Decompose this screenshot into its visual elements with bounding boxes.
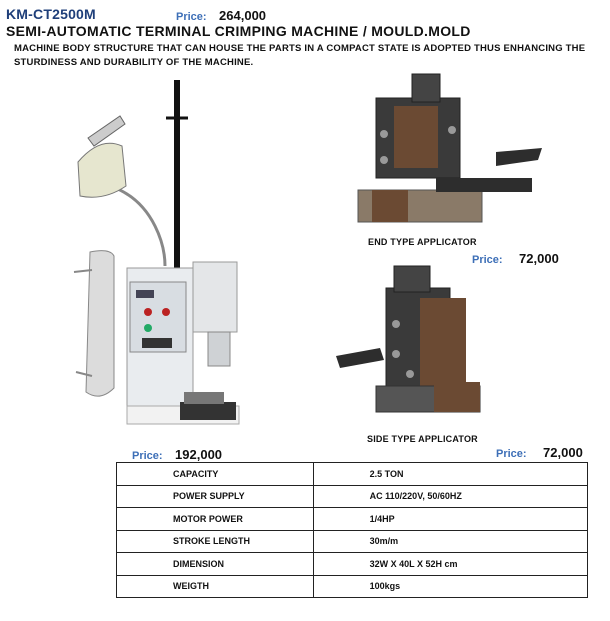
- price-label: Price:: [176, 11, 207, 23]
- price-value: 72,000: [543, 445, 583, 460]
- price-value: 264,000: [219, 8, 267, 23]
- table-row: [117, 485, 588, 508]
- table-row: [117, 575, 588, 598]
- end-applicator-caption: END TYPE APPLICATOR: [368, 237, 477, 247]
- spec-value: 32W X 40L X 52H cm: [313, 553, 587, 576]
- spec-key: STROKE LENGTH: [117, 530, 314, 553]
- spec-key: WEIGTH: [117, 575, 314, 598]
- table-row: [117, 530, 588, 553]
- product-description: MACHINE BODY STRUCTURE THAT CAN HOUSE THE PARTS IN A COMPACT STATE IS ADOPTED THUS ENHANCING THE STURDINESS AND DURABILITY OF THE MACHINE.: [14, 43, 586, 68]
- spec-value: 30m/m: [313, 530, 587, 553]
- price-label: Price:: [132, 450, 163, 462]
- end-applicator-price: [472, 250, 559, 268]
- price-label: Price:: [472, 254, 503, 266]
- spec-key: MOTOR POWER: [117, 508, 314, 531]
- spec-key: CAPACITY: [117, 463, 314, 486]
- spec-table: [116, 462, 588, 598]
- price-value: 192,000: [175, 447, 223, 462]
- side-applicator-price: [496, 444, 583, 462]
- end-type-applicator-image: [356, 70, 546, 230]
- table-row: [117, 508, 588, 531]
- side-type-applicator-image: [334, 264, 484, 426]
- price-label: Price:: [496, 448, 527, 460]
- product-title: SEMI-AUTOMATIC TERMINAL CRIMPING MACHINE / MOULD.MOLD: [6, 23, 471, 39]
- table-row: [117, 463, 588, 486]
- price-value: 72,000: [519, 251, 559, 266]
- crimping-machine-image: [70, 76, 250, 442]
- side-applicator-caption: SIDE TYPE APPLICATOR: [367, 434, 478, 444]
- spec-value: 100kgs: [313, 575, 587, 598]
- table-row: [117, 553, 588, 576]
- spec-key: DIMENSION: [117, 553, 314, 576]
- model-number: KM-CT2500M: [6, 6, 96, 22]
- spec-value: AC 110/220V, 50/60HZ: [313, 485, 587, 508]
- spec-value: 2.5 TON: [313, 463, 587, 486]
- spec-key: POWER SUPPLY: [117, 485, 314, 508]
- spec-value: 1/4HP: [313, 508, 587, 531]
